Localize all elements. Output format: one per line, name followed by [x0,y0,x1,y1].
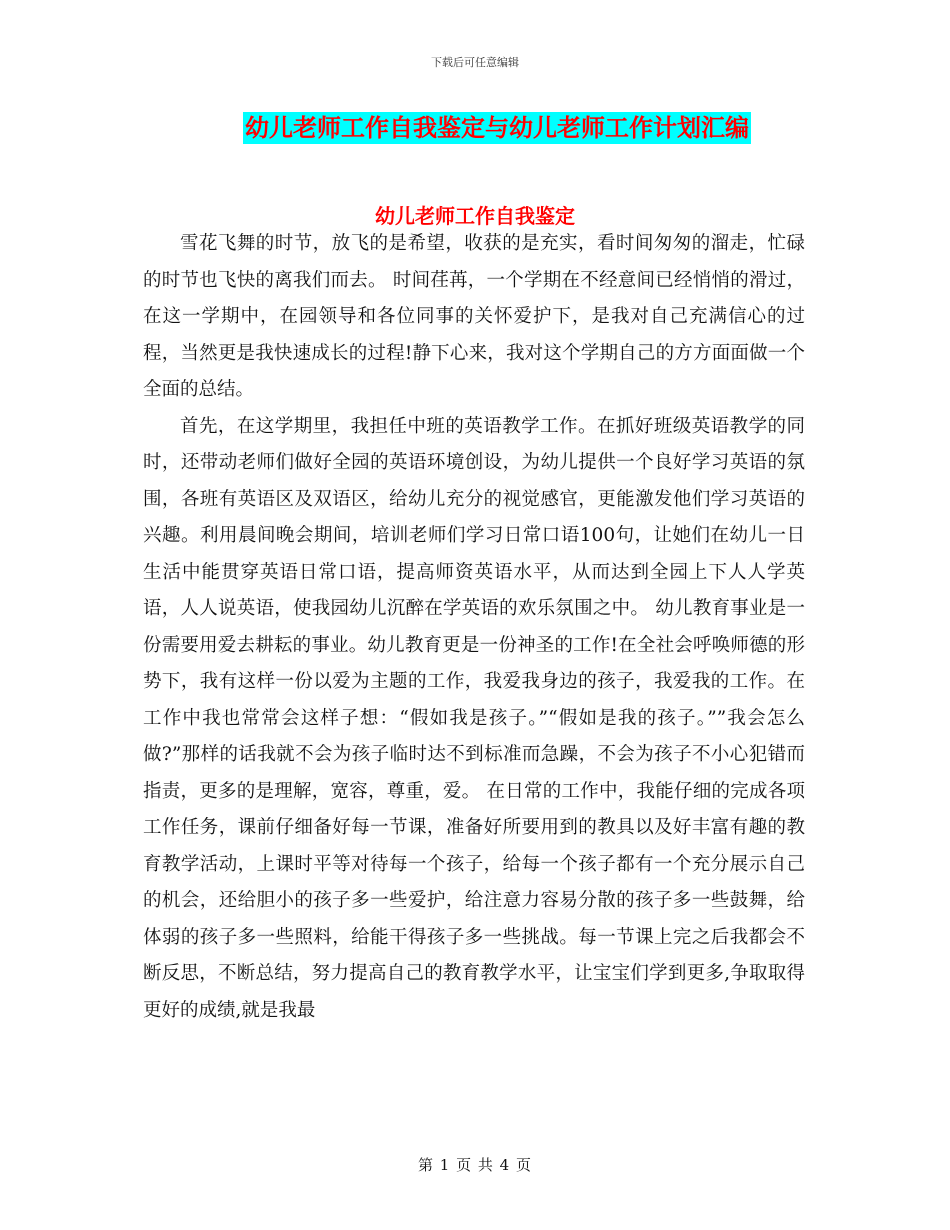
page-footer: 第 1 页 共 4 页 [418,1156,532,1174]
document-main-title: 幼儿老师工作自我鉴定与幼儿老师工作计划汇编 [245,113,749,142]
paragraph-1: 雪花飞舞的时节，放飞的是希望，收获的是充实，看时间匆匆的溜走，忙碌的时节也飞快的离我们而去。 时间荏苒，一个学期在不经意间已经悄悄的滑过，在这一学期中，在园领导和各位同事的关怀爱护下，是我对自己充满信心的过程，当然更是我快速成长的过程!静下心来，我对这个学期自己的方方面面做一个全面的总结。 [143,233,805,400]
document-body [143,226,805,1029]
header-note: 下载后可任意编辑 [431,56,519,69]
paragraph-2: 首先，在这学期里，我担任中班的英语教学工作。在抓好班级英语教学的同时，还带动老师们做好全园的英语环境创设，为幼儿提供一个良好学习英语的氛围，各班有英语区及双语区，给幼儿充分的视觉感官，更能激发他们学习英语的兴趣。利用晨间晚会期间，培训老师们学习日常口语100句，让她们在幼儿一日生活中能贯穿英语日常口语，提高师资英语水平，从而达到全园上下人人学英语，人人说英语，使我园幼儿沉醉在学英语的欢乐氛围之中。 幼儿教育事业是一份需要用爱去耕耘的事业。幼儿教育更是一份神圣的工作!在全社会呼唤师德的形势下，我有这样一份以爱为主题的工作，我爱我身边的孩子，我爱我的工作。在工作中我也常常会这样子想：“假如我是孩子。”“假如是我的孩子。””我会怎么做?”那样的话我就不会为孩子临时达不到标准而急躁，不会为孩子不小心犯错而指责，更多的是理解，宽容，尊重，爱。 在日常的工作中，我能仔细的完成各项工作任务，课前仔细备好每一节课，准备好所要用到的教具以及好丰富有趣的教育教学活动，上课时平等对待每一个孩子，给每一个孩子都有一个充分展示自己的机会，还给胆小的孩子多一些爱护，给注意力容易分散的孩子多一些鼓舞，给体弱的孩子多一些照料，给能干得孩子多一些挑战。每一节课上完之后我都会不断反思，不断总结，努力提高自己的教育教学水平，让宝宝们学到更多,争取取得更好的成绩,就是我最 [143,415,805,1021]
section-title: 幼儿老师工作自我鉴定 [375,204,575,228]
main-title-container [0,112,950,144]
